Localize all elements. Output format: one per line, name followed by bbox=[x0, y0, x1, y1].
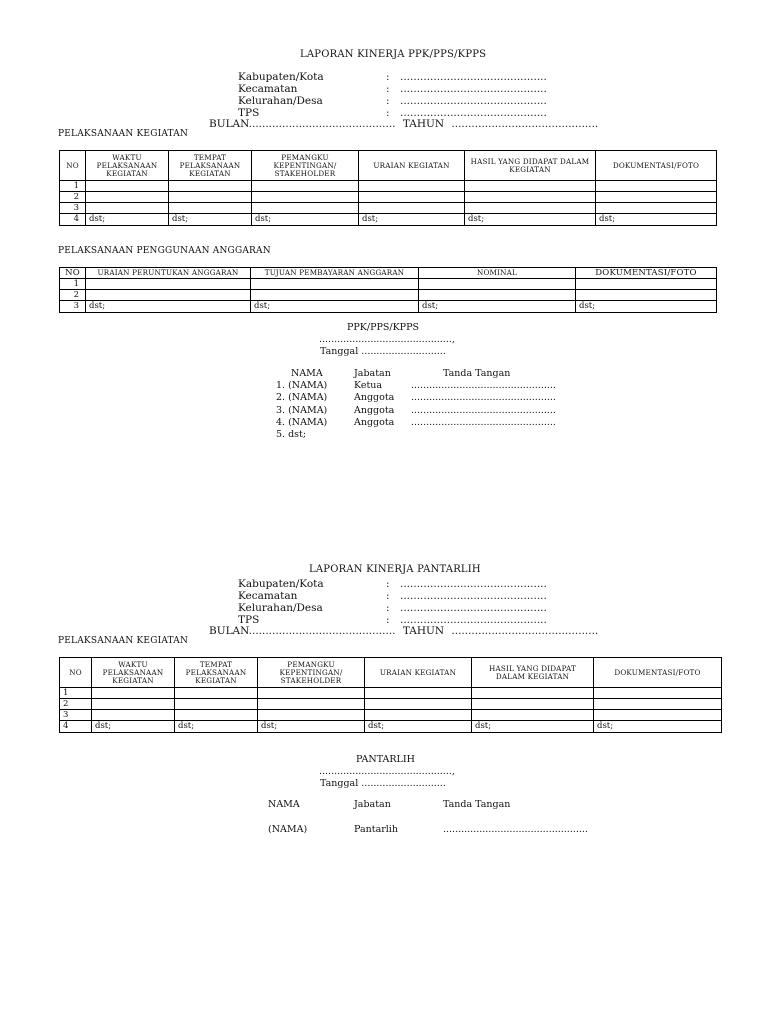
table-cell bbox=[472, 688, 594, 699]
members-header-nama: NAMA bbox=[291, 368, 323, 379]
table-cell-dst: dst; bbox=[252, 214, 359, 226]
header-dokumentasi: DOKUMENTASI/FOTO bbox=[594, 658, 722, 688]
row-number: 3 bbox=[60, 203, 86, 214]
table-row bbox=[60, 203, 717, 214]
header-no: NO bbox=[60, 151, 86, 181]
header-pemangku: PEMANGKU KEPENTINGAN/ STAKEHOLDER bbox=[258, 658, 365, 688]
info-colon: : bbox=[386, 83, 390, 95]
table-cell bbox=[576, 290, 717, 301]
table-cell bbox=[419, 290, 576, 301]
header-no: NO bbox=[60, 658, 92, 688]
member-ttd: ................................................ bbox=[411, 392, 556, 403]
table-cell bbox=[175, 710, 258, 721]
report2-title: LAPORAN KINERJA PANTARLIH bbox=[309, 564, 481, 575]
table-cell bbox=[365, 699, 472, 710]
header-tujuan-pembayaran: TUJUAN PEMBAYARAN ANGGARAN bbox=[251, 268, 419, 279]
table-cell bbox=[472, 699, 594, 710]
table-cell bbox=[365, 710, 472, 721]
header-dokumentasi: DOKUMENTASI/FOTO bbox=[576, 268, 717, 279]
pantarlih-header-nama: NAMA bbox=[268, 799, 300, 810]
report1-sign-place: ............................................, bbox=[319, 334, 455, 345]
member-nama: 3. (NAMA) bbox=[276, 405, 328, 416]
info-dots: ............................................ bbox=[400, 578, 547, 590]
info-label-kelurahan: Kelurahan/Desa bbox=[238, 95, 323, 107]
info-colon: : bbox=[386, 614, 390, 626]
table-row bbox=[60, 214, 717, 226]
table-cell bbox=[465, 192, 596, 203]
pantarlih-header-ttd: Tanda Tangan bbox=[443, 799, 511, 810]
header-tempat: TEMPAT PELAKSANAAN KEGIATAN bbox=[175, 658, 258, 688]
table-cell bbox=[86, 192, 169, 203]
member-ttd: ................................................ bbox=[411, 380, 556, 391]
pantarlih-jabatan: Pantarlih bbox=[354, 824, 398, 835]
info-label-kecamatan: Kecamatan bbox=[238, 83, 298, 95]
report1-section-anggaran: PELAKSANAAN PENGGUNAAN ANGGARAN bbox=[58, 246, 271, 256]
table-cell-dst: dst; bbox=[86, 214, 169, 226]
table-cell bbox=[86, 290, 251, 301]
table-cell bbox=[596, 203, 717, 214]
bulan-label: BULAN bbox=[209, 625, 249, 637]
bulan-dots: ............................................ bbox=[248, 625, 396, 637]
table-cell bbox=[465, 181, 596, 192]
report2-section-kegiatan: PELAKSANAAN KEGIATAN bbox=[58, 636, 189, 646]
table-cell-dst: dst; bbox=[465, 214, 596, 226]
report2-bulan-line bbox=[209, 625, 598, 637]
table-cell-dst: dst; bbox=[169, 214, 252, 226]
header-dokumentasi: DOKUMENTASI/FOTO bbox=[596, 151, 717, 181]
table-cell bbox=[251, 279, 419, 290]
tahun-label: TAHUN bbox=[402, 118, 445, 130]
row-number: 1 bbox=[60, 181, 86, 192]
row-number: 4 bbox=[60, 721, 92, 733]
table-cell bbox=[465, 203, 596, 214]
table-cell-dst: dst; bbox=[472, 721, 594, 733]
table-cell bbox=[419, 279, 576, 290]
row-number: 4 bbox=[60, 214, 86, 226]
table-cell-dst: dst; bbox=[365, 721, 472, 733]
table-cell bbox=[258, 699, 365, 710]
table-cell-dst: dst; bbox=[576, 301, 717, 313]
table-cell bbox=[86, 203, 169, 214]
bulan-label: BULAN bbox=[209, 118, 249, 130]
report2-tanggal bbox=[320, 778, 446, 789]
info-dots: ............................................ bbox=[400, 602, 547, 614]
member-nama: 4. (NAMA) bbox=[276, 417, 328, 428]
table-row bbox=[60, 181, 717, 192]
member-nama: 2. (NAMA) bbox=[276, 392, 328, 403]
info-dots: ............................................ bbox=[400, 614, 547, 626]
table-cell bbox=[175, 699, 258, 710]
table-cell bbox=[594, 688, 722, 699]
table-row bbox=[60, 710, 722, 721]
row-number: 3 bbox=[60, 301, 86, 313]
member-jabatan: Anggota bbox=[354, 405, 395, 416]
table-cell bbox=[365, 688, 472, 699]
report1-tanggal bbox=[320, 346, 446, 357]
members-header-ttd: Tanda Tangan bbox=[443, 368, 511, 379]
member-jabatan: Anggota bbox=[354, 392, 395, 403]
table-cell-dst: dst; bbox=[175, 721, 258, 733]
member-ttd: ................................................ bbox=[411, 417, 556, 428]
report1-info-block bbox=[238, 71, 547, 120]
report1-section-kegiatan: PELAKSANAAN KEGIATAN bbox=[58, 129, 189, 139]
member-jabatan: Ketua bbox=[354, 380, 383, 391]
table-cell-dst: dst; bbox=[594, 721, 722, 733]
table-cell bbox=[596, 192, 717, 203]
row-number: 2 bbox=[60, 699, 92, 710]
tahun-dots: ............................................ bbox=[451, 625, 599, 637]
table-row bbox=[60, 301, 717, 313]
table-cell bbox=[252, 203, 359, 214]
header-uraian-peruntukan: URAIAN PERUNTUKAN ANGGARAN bbox=[86, 268, 251, 279]
table-cell bbox=[359, 192, 465, 203]
tahun-label: TAHUN bbox=[402, 625, 445, 637]
header-pemangku: PEMANGKU KEPENTINGAN/ STAKEHOLDER bbox=[252, 151, 359, 181]
table-cell-dst: dst; bbox=[596, 214, 717, 226]
info-colon: : bbox=[386, 590, 390, 602]
row-number: 2 bbox=[60, 290, 86, 301]
table-cell bbox=[472, 710, 594, 721]
report2-info-block bbox=[238, 578, 547, 627]
table-cell bbox=[252, 181, 359, 192]
header-no: NO bbox=[60, 268, 86, 279]
table-cell-dst: dst; bbox=[359, 214, 465, 226]
report2-sign-title: PANTARLIH bbox=[356, 754, 415, 765]
info-label-tps: TPS bbox=[238, 107, 260, 119]
info-colon: : bbox=[386, 71, 390, 83]
table-cell bbox=[359, 203, 465, 214]
info-label-kabupaten: Kabupaten/Kota bbox=[238, 578, 324, 590]
table-row bbox=[60, 699, 722, 710]
pantarlih-header-jabatan: Jabatan bbox=[354, 799, 391, 810]
header-nominal: NOMINAL bbox=[419, 268, 576, 279]
info-label-kecamatan: Kecamatan bbox=[238, 590, 298, 602]
row-number: 1 bbox=[60, 688, 92, 699]
table-cell bbox=[175, 688, 258, 699]
table-cell bbox=[86, 279, 251, 290]
tanggal-label: Tanggal bbox=[320, 346, 359, 357]
report1-anggaran-table bbox=[59, 267, 717, 313]
report1-bulan-line bbox=[209, 118, 598, 130]
header-uraian: URAIAN KEGIATAN bbox=[365, 658, 472, 688]
info-label-kelurahan: Kelurahan/Desa bbox=[238, 602, 323, 614]
table-cell bbox=[92, 688, 175, 699]
row-number: 1 bbox=[60, 279, 86, 290]
pantarlih-nama: (NAMA) bbox=[268, 824, 308, 835]
bulan-dots: ............................................ bbox=[248, 118, 396, 130]
header-waktu: WAKTU PELAKSANAAN KEGIATAN bbox=[92, 658, 175, 688]
report2-sign-place: ............................................, bbox=[319, 766, 455, 777]
row-number: 2 bbox=[60, 192, 86, 203]
table-row bbox=[60, 290, 717, 301]
pantarlih-ttd: ................................................ bbox=[443, 824, 588, 835]
table-cell bbox=[92, 699, 175, 710]
tanggal-dots: ............................ bbox=[361, 778, 446, 789]
info-dots: ............................................ bbox=[400, 107, 547, 119]
members-header-jabatan: Jabatan bbox=[354, 368, 391, 379]
tahun-dots: ............................................ bbox=[451, 118, 599, 130]
member-nama: 1. (NAMA) bbox=[276, 380, 328, 391]
info-dots: ............................................ bbox=[400, 95, 547, 107]
header-uraian: URAIAN KEGIATAN bbox=[359, 151, 465, 181]
table-cell bbox=[169, 192, 252, 203]
info-dots: ............................................ bbox=[400, 83, 547, 95]
report1-sign-title: PPK/PPS/KPPS bbox=[347, 322, 419, 333]
member-jabatan: Anggota bbox=[354, 417, 395, 428]
table-row bbox=[60, 192, 717, 203]
member-ttd: ................................................ bbox=[411, 405, 556, 416]
table-cell bbox=[252, 192, 359, 203]
table-row bbox=[60, 279, 717, 290]
table-cell bbox=[251, 290, 419, 301]
table-cell bbox=[169, 203, 252, 214]
row-number: 3 bbox=[60, 710, 92, 721]
table-cell bbox=[594, 710, 722, 721]
table-cell bbox=[92, 710, 175, 721]
info-label-kabupaten: Kabupaten/Kota bbox=[238, 71, 324, 83]
report2-kegiatan-table bbox=[59, 657, 722, 733]
info-dots: ............................................ bbox=[400, 590, 547, 602]
header-waktu: WAKTU PELAKSANAAN KEGIATAN bbox=[86, 151, 169, 181]
header-hasil: HASIL YANG DIDAPAT DALAM KEGIATAN bbox=[465, 151, 596, 181]
table-cell bbox=[359, 181, 465, 192]
info-dots: ............................................ bbox=[400, 71, 547, 83]
table-row bbox=[60, 688, 722, 699]
info-colon: : bbox=[386, 95, 390, 107]
info-colon: : bbox=[386, 578, 390, 590]
info-colon: : bbox=[386, 602, 390, 614]
table-cell-dst: dst; bbox=[419, 301, 576, 313]
tanggal-dots: ............................ bbox=[361, 346, 446, 357]
tanggal-label: Tanggal bbox=[320, 778, 359, 789]
report1-title: LAPORAN KINERJA PPK/PPS/KPPS bbox=[300, 49, 487, 60]
table-cell bbox=[596, 181, 717, 192]
info-label-tps: TPS bbox=[238, 614, 260, 626]
table-cell-dst: dst; bbox=[258, 721, 365, 733]
header-hasil: HASIL YANG DIDAPAT DALAM KEGIATAN bbox=[472, 658, 594, 688]
table-cell-dst: dst; bbox=[92, 721, 175, 733]
table-cell bbox=[169, 181, 252, 192]
table-cell-dst: dst; bbox=[86, 301, 251, 313]
table-cell bbox=[258, 710, 365, 721]
table-cell-dst: dst; bbox=[251, 301, 419, 313]
table-cell bbox=[258, 688, 365, 699]
table-row bbox=[60, 721, 722, 733]
member-nama: 5. dst; bbox=[276, 429, 307, 440]
table-cell bbox=[594, 699, 722, 710]
table-cell bbox=[576, 279, 717, 290]
table-cell bbox=[86, 181, 169, 192]
header-tempat: TEMPAT PELAKSANAAN KEGIATAN bbox=[169, 151, 252, 181]
report1-kegiatan-table bbox=[59, 150, 717, 226]
info-colon: : bbox=[386, 107, 390, 119]
